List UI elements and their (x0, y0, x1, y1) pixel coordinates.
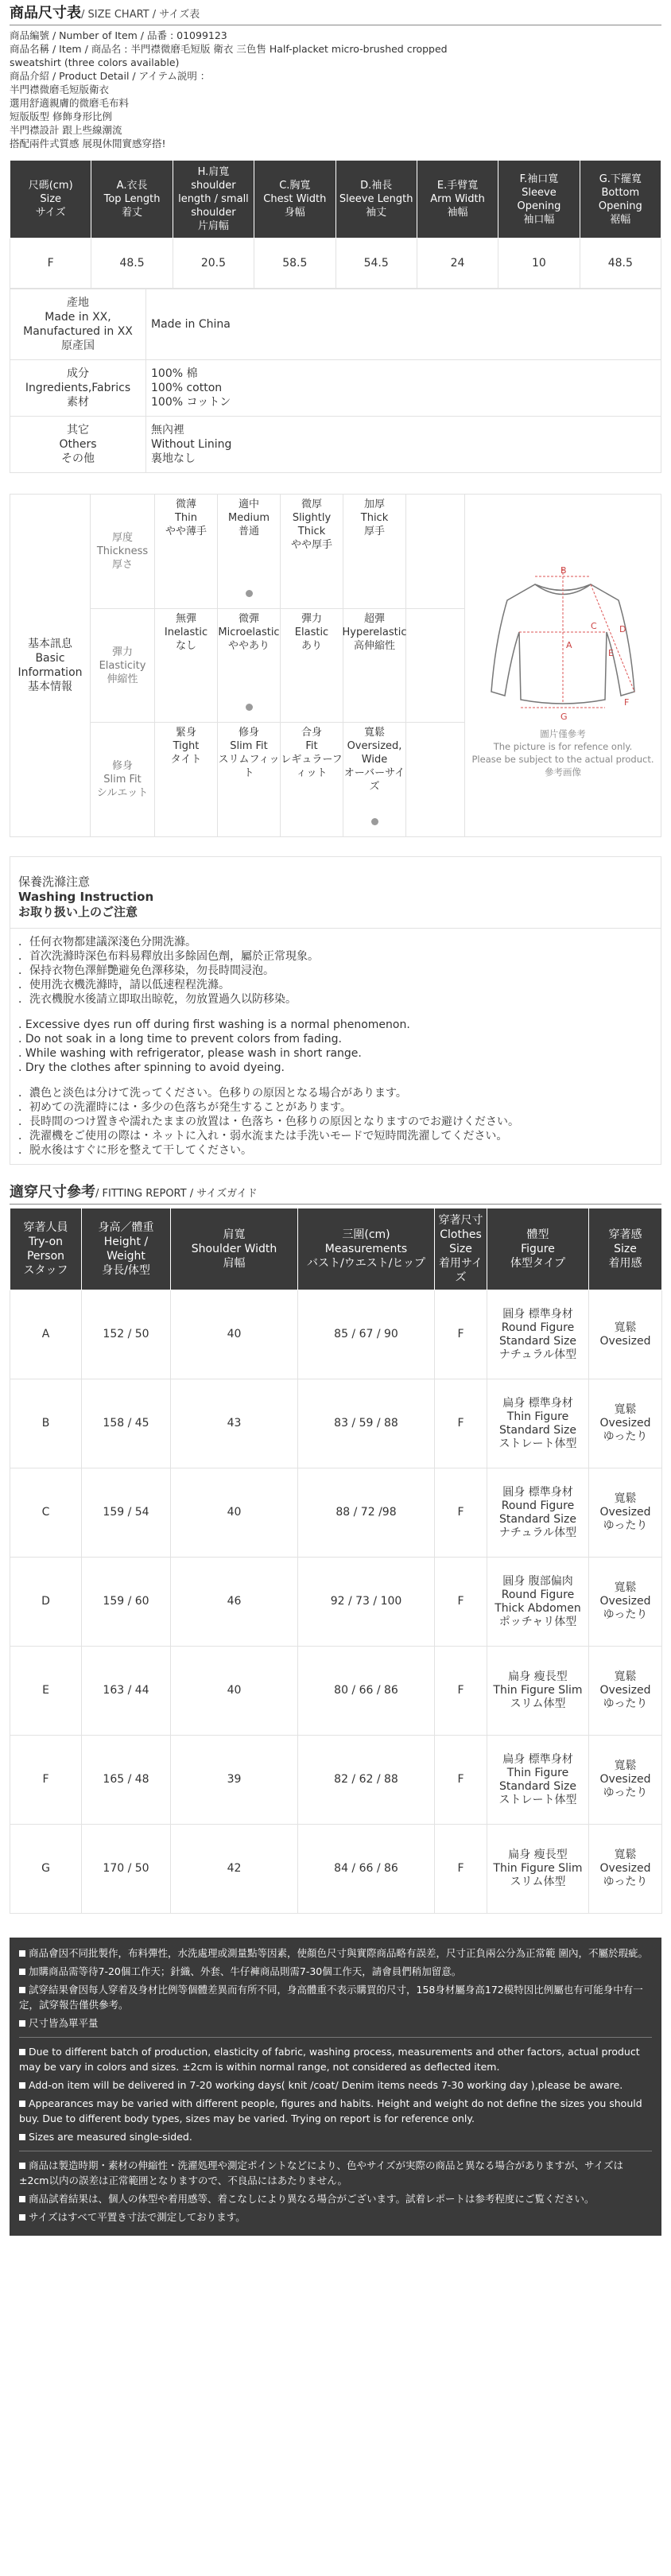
diagram-label-e: E (608, 648, 614, 658)
fitting-cell: C (10, 1468, 82, 1558)
fitting-cell: 圓身 標準身材 Round Figure Standard Size ナチュラル体型 (487, 1290, 589, 1379)
diagram-label-f: F (624, 697, 630, 708)
fitting-cell: B (10, 1379, 82, 1468)
product-info-line: sweatshirt (three colors available) (10, 56, 180, 68)
fitting-cell: 寬鬆 Ovesized ゆったり (589, 1379, 662, 1468)
bullet-square-icon (19, 2134, 25, 2140)
table-row (10, 1558, 662, 1647)
fitting-cell: E (10, 1647, 82, 1736)
fitting-cell: 寬鬆 Ovesized ゆったり (589, 1558, 662, 1647)
fabric-attribute-grid (91, 495, 464, 836)
meta-label: 其它 Others その他 (10, 417, 146, 473)
wash-body (10, 929, 661, 1164)
fabric-row-head: 修身 Slim Fit シルエット (91, 723, 155, 836)
note-line (19, 2209, 652, 2225)
fitting-cell: 寬鬆 Ovesized (589, 1290, 662, 1379)
fitting-cell: 扁身 瘦長型 Thin Figure Slim スリム体型 (487, 1647, 589, 1736)
wash-line: ．使用洗衣機洗滌時，請以低速程程洗滌。 (18, 979, 230, 991)
wash-line: . Do not soak in a long time to prevent colors from fading. (18, 1033, 342, 1046)
meta-label: 成分 Ingredients,Fabrics 素材 (10, 360, 146, 417)
product-info-line: 商品編號 / Number of Item / 品番 : 01099123 (10, 29, 227, 41)
fabric-row (91, 609, 464, 724)
fabric-option (281, 723, 343, 836)
meta-value: 100% 棉 100% cotton 100% コットン (146, 360, 661, 417)
fitting-header-cell: 體型 Figure 体型タイプ (487, 1208, 589, 1290)
fitting-cell: G (10, 1825, 82, 1914)
meta-value: 無內裡 Without Lining 裏地なし (146, 417, 661, 473)
diagram-label-d: D (619, 624, 626, 634)
fitting-cell: 85 / 67 / 90 (298, 1290, 435, 1379)
note-line (19, 2129, 652, 2144)
fabric-option (218, 609, 281, 723)
fitting-cell: 40 (171, 1290, 298, 1379)
fabric-option (281, 495, 343, 608)
size-table (10, 160, 661, 289)
selected-dot-icon (371, 818, 378, 825)
fabric-option-label: 微薄 Thin やや薄手 (165, 499, 207, 537)
fitting-cell: F (435, 1825, 487, 1914)
washing-instruction (10, 856, 661, 1165)
fitting-cell: 163 / 44 (82, 1647, 171, 1736)
note-text: Sizes are measured single-sided. (29, 2131, 192, 2143)
table-row (10, 1290, 662, 1379)
selected-dot-icon (246, 704, 253, 711)
fitting-title: 適穿尺寸參考/ FITTING REPORT / サイズガイド (10, 1184, 258, 1201)
fitting-cell: F (10, 1736, 82, 1825)
page-subtitle: / SIZE CHART / サイズ表 (81, 9, 200, 21)
meta-label: 產地 Made in XX, Manufactured in XX 原產国 (10, 289, 146, 360)
fitting-cell: D (10, 1558, 82, 1647)
size-header-cell: G.下擺寬 Bottom Opening 裾幅 (580, 161, 661, 239)
fitting-cell: 82 / 62 / 88 (298, 1736, 435, 1825)
fitting-cell: 43 (171, 1379, 298, 1468)
bullet-square-icon (19, 2049, 25, 2055)
spacer (18, 1075, 653, 1086)
diagram-label-g: G (560, 712, 568, 722)
fabric-option-label: 寬鬆 Oversized, Wide オーバーサイズ (343, 727, 405, 793)
size-header-cell: C.胸寬 Chest Width 身幅 (254, 161, 336, 239)
size-header-cell: H.肩寬 shoulder length / small shoulder 片肩幅 (173, 161, 254, 239)
size-header-cell: D.袖長 Sleeve Length 袖丈 (336, 161, 417, 239)
product-info (10, 29, 661, 150)
fitting-cell: 寬鬆 Ovesized ゆったり (589, 1825, 662, 1914)
note-line (19, 2096, 652, 2126)
diagram-label-c: C (591, 621, 597, 631)
wash-line: . Dry the clothes after spinning to avoid dyeing. (18, 1061, 285, 1074)
fitting-cell: 88 / 72 /98 (298, 1468, 435, 1558)
size-header-cell: F.袖口寬 Sleeve Opening 袖口幅 (498, 161, 580, 239)
fabric-option-label: 微厚 Slightly Thick やや厚手 (290, 499, 332, 551)
diagram-label-b: B (560, 565, 567, 576)
fitting-cell: 圓身 腹部偏肉 Round Figure Thick Abdomen ポッチャリ体型 (487, 1558, 589, 1647)
fitting-cell: F (435, 1468, 487, 1558)
fitting-header-cell: 身高／體重 Height / Weight 身長/体型 (82, 1208, 171, 1290)
bullet-square-icon (19, 2196, 25, 2202)
note-text: Add-on item will be delivered in 7-20 working days( knit /coat/ Denim items needs 7-30 working day ),please be aware. (29, 2079, 623, 2091)
fitting-cell: 152 / 50 (82, 1290, 171, 1379)
fitting-cell: F (435, 1736, 487, 1825)
fabric-option (281, 609, 343, 723)
fitting-header-cell: 肩寬 Shoulder Width 肩幅 (171, 1208, 298, 1290)
note-line (19, 2044, 652, 2074)
fitting-cell: 圓身 標準身材 Round Figure Standard Size ナチュラル体型 (487, 1468, 589, 1558)
wash-line: ．首次洗滌時深色布料易釋放出多餘固色劑，屬於正常現象。 (18, 950, 319, 963)
wash-line: ．濃色と淡色は分けて洗ってください。色移りの原因となる場合があります。 (18, 1087, 407, 1100)
fabric-info-panel (10, 494, 661, 837)
note-text: サイズはすべて平置き寸法で測定しております。 (29, 2211, 246, 2223)
table-row (10, 1647, 662, 1736)
table-row (10, 360, 661, 417)
fabric-option-label: 加厚 Thick 厚手 (360, 499, 389, 537)
size-cell: 54.5 (336, 239, 417, 289)
meta-table (10, 289, 661, 473)
fitting-cell: 寬鬆 Ovesized ゆったり (589, 1468, 662, 1558)
fitting-cell: 84 / 66 / 86 (298, 1825, 435, 1914)
product-info-line: 選用舒適親膚的微磨毛布料 (10, 97, 130, 109)
garment-diagram (464, 495, 661, 836)
bullet-square-icon (19, 1987, 25, 1993)
note-line (19, 2158, 652, 2188)
fitting-cell: 42 (171, 1825, 298, 1914)
wash-line: ．初めての洗濯時には・多少の色落ちが発生することがあります。 (18, 1101, 351, 1114)
basic-info-label (10, 495, 91, 836)
bullet-square-icon (19, 1969, 25, 1975)
note-text: Appearances may be varied with different people, figures and habits. Height and weight do not define the sizes you should buy. Due to different body types, sizes may be varied. Trying on report is for reference only. (19, 2097, 642, 2124)
wash-line: . While washing with refrigerator, please wash in short range. (18, 1047, 362, 1060)
size-header-cell: E.手臂寬 Arm Width 袖幅 (417, 161, 498, 239)
fitting-subtitle: / FITTING REPORT / サイズガイド (95, 1188, 258, 1200)
fitting-cell: 扁身 標準身材 Thin Figure Standard Size ストレート体型 (487, 1379, 589, 1468)
fitting-cell: 159 / 54 (82, 1468, 171, 1558)
fitting-table (10, 1208, 662, 1914)
fabric-row (91, 723, 464, 836)
table-row (10, 1736, 662, 1825)
bullet-square-icon (19, 2020, 25, 2027)
fabric-option-label: 超彈 Hyperelastic 高伸縮性 (342, 612, 407, 652)
note-line (19, 2015, 652, 2031)
note-line (19, 1964, 652, 1979)
note-line (19, 1946, 652, 1961)
fitting-header-cell: 穿著人員 Try-on Person スタッフ (10, 1208, 82, 1290)
wash-line: ．洗濯機をご使用の際は・ネットに入れ・弱水流または手洗いモードで短時間洗濯してください。 (18, 1130, 508, 1143)
note-text: 商品試着結果は、個人の体型や着用感等、着こなしにより異なる場合がございます。試着レポートは参考程度にご覧ください。 (29, 2193, 595, 2205)
note-text: 加購商品需等待7-20個工作天；針織、外套、牛仔褲商品則需7-30個工作天，請會員們稍加留意。 (29, 1965, 462, 1977)
bullet-square-icon (19, 2163, 25, 2169)
wash-line: ．任何衣物都建議深淺色分開洗滌。 (18, 936, 196, 949)
fitting-cell: F (435, 1379, 487, 1468)
fabric-option (218, 495, 281, 608)
size-cell: 10 (498, 239, 580, 289)
size-header-cell: 尺碼(cm) Size サイズ (10, 161, 91, 239)
fabric-option (343, 609, 406, 723)
size-cell: 24 (417, 239, 498, 289)
fitting-cell: 40 (171, 1647, 298, 1736)
fabric-option-label: 修身 Slim Fit スリムフィット (218, 727, 280, 780)
fabric-option (155, 609, 218, 723)
wash-line: ．洗衣機脫水後請立即取出晾乾，勿放置過久以防移染。 (18, 993, 297, 1006)
fitting-cell: 寬鬆 Ovesized ゆったり (589, 1736, 662, 1825)
fitting-cell: 83 / 59 / 88 (298, 1379, 435, 1468)
fabric-option (218, 723, 281, 836)
table-row (10, 417, 661, 473)
bullet-square-icon (19, 2082, 25, 2089)
diagram-label-a: A (566, 640, 572, 650)
basic-info-text: 基本訊息 Basic Information 基本情報 (17, 638, 83, 693)
product-info-line: 短版版型 修飾身形比例 (10, 111, 112, 122)
fabric-option (155, 723, 218, 836)
size-cell: 48.5 (580, 239, 661, 289)
wash-title-en: Washing Instruction (18, 890, 154, 904)
product-info-line: 商品名稱 / Item / 商品名 : 半門襟微磨毛短版 衛衣 三色售 Half-placket micro-brushed cropped (10, 43, 448, 55)
fabric-option (343, 495, 406, 608)
table-row (10, 1379, 662, 1468)
fabric-row (91, 495, 464, 609)
fitting-cell: 扁身 標準身材 Thin Figure Standard Size ストレート体型 (487, 1736, 589, 1825)
size-chart-page (10, 0, 661, 2236)
fitting-cell: 46 (171, 1558, 298, 1647)
bullet-square-icon (19, 1950, 25, 1957)
page-title: 商品尺寸表/ SIZE CHART / サイズ表 (10, 5, 200, 21)
fitting-cell: 扁身 瘦長型 Thin Figure Slim スリム体型 (487, 1825, 589, 1914)
wash-line: ．脱水後はすぐに形を整えて干してください。 (18, 1144, 252, 1157)
fitting-cell: F (435, 1290, 487, 1379)
fabric-option-label: 緊身 Tight タイト (170, 727, 202, 766)
size-cell: 58.5 (254, 239, 336, 289)
fitting-cell: 39 (171, 1736, 298, 1825)
meta-value: Made in China (146, 289, 661, 360)
size-cell: F (10, 239, 91, 289)
fabric-option (155, 495, 218, 608)
fabric-option-label: 彈力 Elastic あり (294, 612, 329, 652)
bullet-square-icon (19, 2214, 25, 2221)
table-row (10, 239, 661, 289)
fabric-row-head: 彈力 Elasticity 伸縮性 (91, 609, 155, 723)
table-row (10, 289, 661, 360)
selected-dot-icon (246, 590, 253, 597)
header (10, 2, 661, 150)
note-text: 試穿結果會因每人穿着及身材比例等個體差異而有所不同，身高體重不表示購買的尺寸，158身材屬身高172模特因比例屬也有可能身中有一定，試穿報告僅供參考。 (19, 1984, 643, 2011)
bullet-square-icon (19, 2101, 25, 2107)
divider (19, 2037, 652, 2038)
notes-panel (10, 1938, 661, 2236)
size-cell: 20.5 (173, 239, 254, 289)
fitting-header-cell: 三圍(cm) Measurements バスト/ウエスト/ヒップ (298, 1208, 435, 1290)
table-row (10, 1468, 662, 1558)
wash-title-zh: 保養洗滌注意 (18, 875, 91, 889)
image-caption: 圖片僅參考 The picture is for refence only. Please be subject to the actual product. 參考画像 (471, 728, 654, 778)
fitting-cell: F (435, 1647, 487, 1736)
fitting-cell: A (10, 1290, 82, 1379)
fabric-option-label: 微彈 Microelastic ややあり (218, 612, 280, 652)
fitting-cell: 寬鬆 Ovesized ゆったり (589, 1647, 662, 1736)
fitting-cell: 40 (171, 1468, 298, 1558)
note-line (19, 2191, 652, 2206)
product-info-line: 半門襟設計 跟上些線潮流 (10, 124, 122, 136)
product-info-line: 搭配兩件式質感 展現休閒實感穿搭! (10, 138, 166, 149)
fitting-cell: 80 / 66 / 86 (298, 1647, 435, 1736)
wash-line: ．長時間のつけ置きや濡れたままの放置は・色落ち・色移りの原因となりますのでお避けください。 (18, 1115, 519, 1128)
fitting-header-cell: 穿著感 Size 着用感 (589, 1208, 662, 1290)
fabric-row-head: 厚度 Thickness 厚さ (91, 495, 155, 608)
note-text: Due to different batch of production, elasticity of fabric, washing process, measurements and other factors, actual product may be vary in colors and sizes. ±2cm is within normal range, not considered as deflected item. (19, 2046, 640, 2073)
product-info-line: 商品介紹 / Product Detail / アイテム説明 ： (10, 70, 211, 82)
note-text: 商品は製造時期・素材の伸縮性・洗濯処理や測定ポイントなどにより、色やサイズが実際の商品と異なる場合がありますが、サイズは±2cm以内の誤差は正常範囲となりますので、不良品にはあたりません。 (19, 2159, 624, 2186)
fitting-cell: 92 / 73 / 100 (298, 1558, 435, 1647)
product-info-line: 半門襟微磨毛短版衛衣 (10, 83, 110, 95)
spacer (18, 1007, 653, 1018)
wash-title-jp: お取り扱い上のご注意 (18, 905, 138, 919)
note-text: 尺寸皆為單平量 (29, 2017, 99, 2029)
table-row (10, 1825, 662, 1914)
size-header-cell: A.衣長 Top Length 着丈 (91, 161, 173, 239)
note-line (19, 1982, 652, 2012)
fitting-cell: 159 / 60 (82, 1558, 171, 1647)
fabric-option-label: 合身 Fit レギュラーフィット (281, 727, 343, 780)
fitting-cell: 158 / 45 (82, 1379, 171, 1468)
fabric-option-label: 無彈 Inelastic なし (164, 612, 208, 652)
fabric-option (343, 723, 406, 836)
fitting-header-cell: 穿著尺寸 Clothes Size 着用サイズ (435, 1208, 487, 1290)
fitting-cell: 165 / 48 (82, 1736, 171, 1825)
wash-line: . Excessive dyes run off during first washing is a normal phenomenon. (18, 1018, 410, 1031)
fabric-option-label: 適中 Medium 普通 (228, 499, 270, 537)
note-line (19, 2077, 652, 2093)
size-cell: 48.5 (91, 239, 173, 289)
fitting-cell: F (435, 1558, 487, 1647)
note-text: 商品會因不同批製作，布料彈性，水洗處理或測量點等因素，使顏色尺寸與實際商品略有誤差，尺寸正負兩公分為正常範 圍內，不屬於瑕疵。 (29, 1947, 648, 1959)
fitting-cell: 170 / 50 (82, 1825, 171, 1914)
sweatshirt-diagram-icon (479, 553, 646, 727)
wash-line: ．保持衣物色澤鮮艷避免色澤移染，勿長時間浸泡。 (18, 964, 274, 977)
